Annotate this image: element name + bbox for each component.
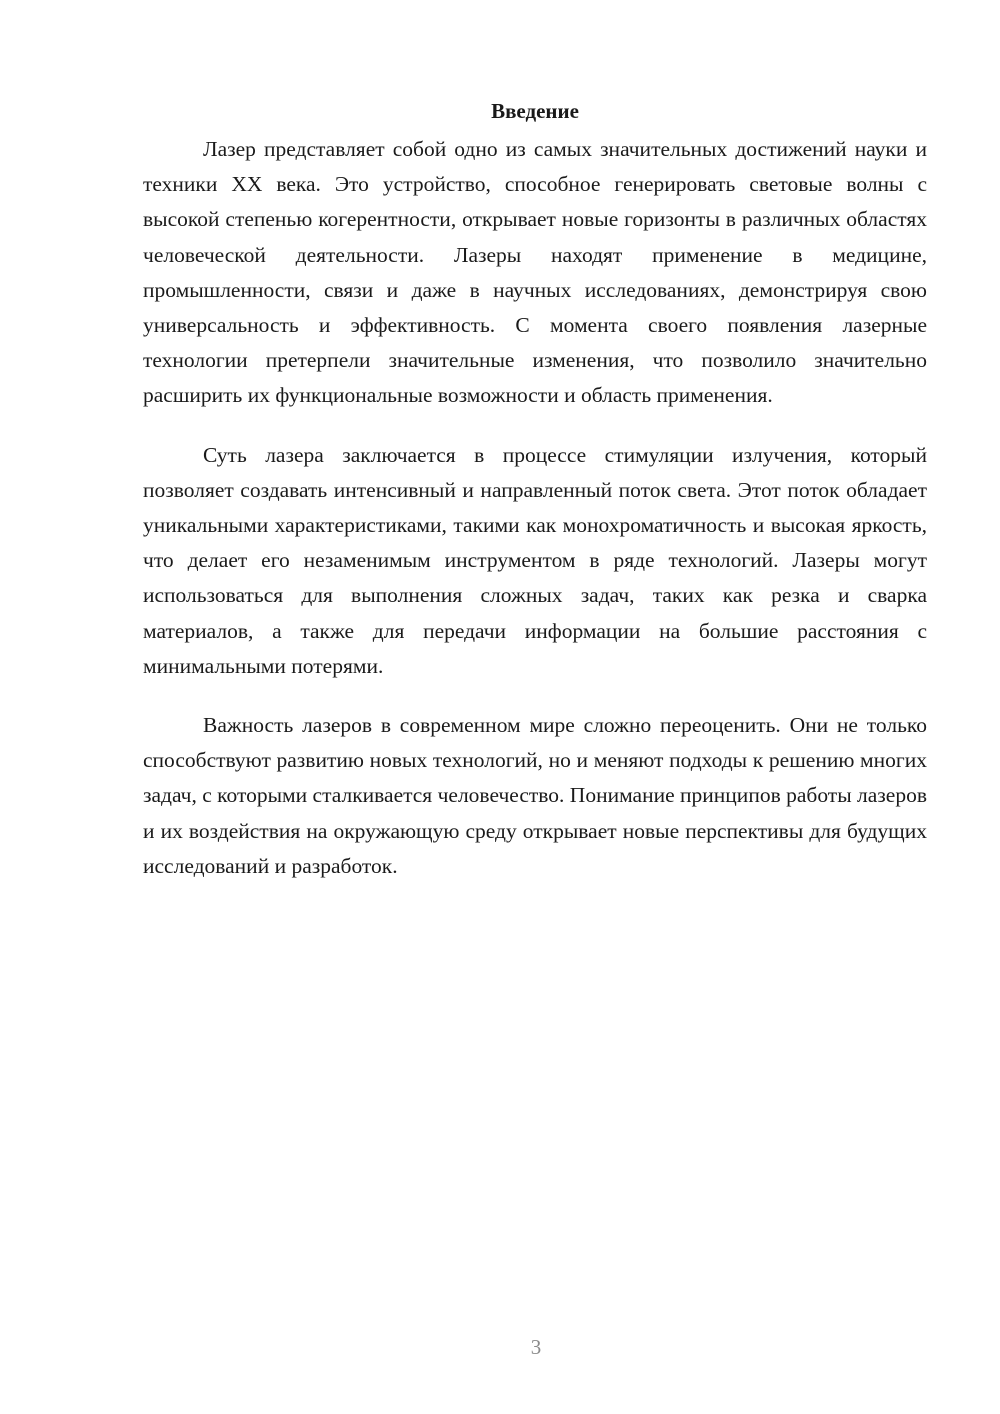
section-title: Введение xyxy=(491,99,579,123)
paragraph-2: Суть лазера заключается в процессе стимуляции излучения, который позволяет создавать интенсивный и направленный поток света. Этот поток обладает уникальными характеристиками, такими как монохроматичность и высокая яркость, что делает его незаменимым инструментом в ряде технологий. Лазеры могут использоваться для выполнения сложных задач, таких как резка и сварка материалов, а также для передачи информации на большие расстояния с минимальными потерями. xyxy=(143,442,927,678)
paragraph-1: Лазер представляет собой одно из самых значительных достижений науки и техники XX века. Это устройство, способное генерировать световые волны с высокой степенью когерентности, открывает новые горизонты в различных областях человеческой деятельности. Лазеры находят применение в медицине, промышленности, связи и даже в научных исследованиях, демонстрируя свою универсальность и эффективность. С момента своего появления лазерные технологии претерпели значительные изменения, что позволило значительно расширить их функциональные возможности и область применения. xyxy=(143,137,927,408)
page-number: 3 xyxy=(530,1335,542,1359)
page-content xyxy=(143,96,927,908)
paragraph-3: Важность лазеров в современном мире сложно переоценить. Они не только способствуют развитию новых технологий, но и меняют подходы к решению многих задач, с которыми сталкивается человечество. Понимание принципов работы лазеров и их воздействия на окружающую среду открывает новые перспективы для будущих исследований и разработок. xyxy=(143,713,927,878)
